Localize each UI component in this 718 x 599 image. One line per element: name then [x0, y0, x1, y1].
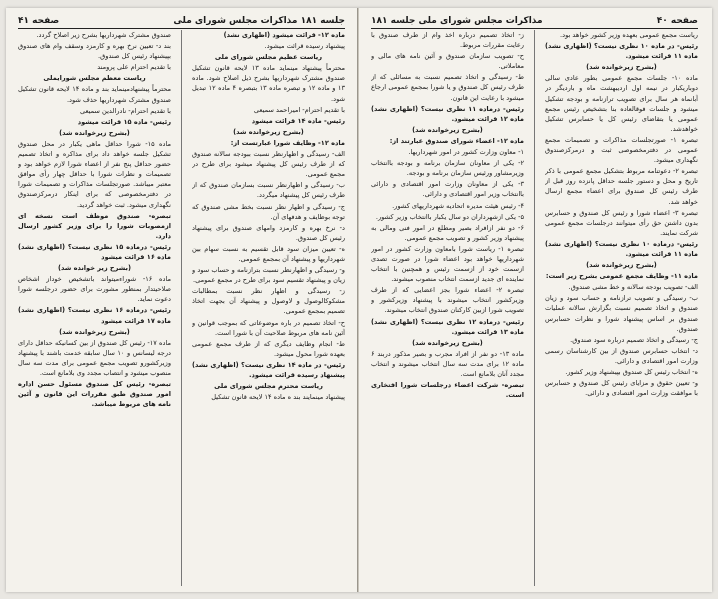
paragraph: تبصره- صندوق موظف است نسخه ای ازمصوبات شورا را برای وزیر کشور ارسال دارد. — [18, 211, 171, 240]
paragraph: ج- رسیدگی و اظهار نظر نسبت بخط مشی صندوق که توجه بوظایف و هدفهای آن. — [192, 202, 345, 221]
right-page-column-right — [545, 30, 698, 586]
left-page-header — [18, 14, 345, 29]
paragraph: ط- انجام وظایف دیگری که از طرف مجمع عمومی بعهده شورا محول میشود. — [192, 339, 345, 358]
paragraph: ماده ۱۳- دو نفر از افراد مجرب و بصیر مذکور دربند ۶ ماده ۱۲ برای مدت سه سال انتخاب میشوند و انتخاب مجدد آنان بلامانع است. — [371, 349, 524, 378]
right-page-number: صفحه ۴۰ — [656, 16, 698, 26]
right-page-header — [371, 14, 698, 29]
section-heading: (بشرح زیرخوانده شد) — [412, 125, 483, 134]
paragraph: با تقدیم احترام- امیراحمد سمیعی — [253, 105, 345, 114]
paragraph: بند د- تعیین نرخ بهره و کارمزد وسقف وام های صندوق بپیشنهاد رئیس کل صندوق. — [18, 42, 171, 61]
paragraph: ماده ۱۱- وظایف مجمع عمومی بشرح زیر است: — [545, 272, 698, 281]
paragraph: ح- تصویب سازمان صندوق و آئین نامه های مالی و معاملاتی. — [371, 52, 524, 71]
left-page — [6, 8, 358, 592]
paragraph: ۵- یکی ازشهرداران دو سال یکبار باانتخاب وزیر کشور. — [375, 212, 524, 221]
paragraph: محترماً پیشنهاد مینماید ماده ۱۳ لایحه قانون تشکیل صندوق مشترک شهرداریها بشرح ذیل اصلاح شود. ماده ۱۳ و ماده ۱۲ و تبصره ماده ۱۳ بتبصره ۴ ماده ۱۲ تبدیل شود. — [192, 64, 345, 103]
paragraph: د- انتخاب حسابرس صندوق از بین کارشناسان رسمی وزارت امور اقتصادی و دارائی. — [545, 346, 698, 365]
paragraph: ماده ۱۷- رئیس کل صندوق از بین کسانیکه حداقل دارای درجه لیسانس و ۱۰ سال سابقه خدمت باشند با پیشنهاد وزیرکشورو تصویب مجمع عمومی برای مدت سه سال منصوب میشود و انتصاب مجدد وی بلامانع است. — [18, 338, 171, 377]
paragraph: رئیس- ماده ۱۴ قرائت میشود — [251, 116, 345, 125]
paragraph: رئیس- ماده ۱۵ قرائت میشود — [77, 117, 171, 126]
right-page-column-left — [371, 30, 524, 586]
paragraph: تبصره ۳- اعضاء شورا و رئیس کل صندوق و حسابرس بدون داشتن حق رأی میتوانند درجلسات مجمع عمومی شرکت نمایند. — [545, 208, 698, 237]
paragraph: رئیس- درماده ۱۲ نظری نیست؟ (اظهاری نشد) ماده ۱۳ قرائت میشود. — [371, 317, 524, 336]
right-page — [358, 8, 710, 592]
paragraph: ز- رسیدگی و اظهار نظر نسبت بمطالبات مشکوکالوصول و لاوصول و پیشنهاد آن بجهت اتخاذ تصمیم بمجمع عمومی. — [192, 287, 345, 316]
paragraph: ط- رسیدگی و اتخاذ تصمیم نسبت به مسائلی که از طرف رئیس کل صندوق و یا شورا بمجمع عمومی ارجاع میشود با رعایت این قانون. — [371, 73, 524, 102]
paragraph: ج- رسیدگی و اتخاذ تصمیم درباره سود صندوق. — [570, 335, 698, 344]
paragraph: ۲- یکی از معاونان سازمان برنامه و بودجه باانتخاب وزیرمشاور ورئیس سازمان برنامه و بودجه. — [371, 159, 524, 178]
paragraph: ریاست مجمع عمومی بعهده وزیر کشور خواهد بود. — [560, 31, 698, 39]
paragraph: محترماً پیشنهادمینماید بند و ماده ۱۴ لایحه قانون تشکیل صندوق مشترک شهرداریها حذف شود. — [18, 85, 171, 104]
section-heading: (بشرح زیرخوانده شد) — [586, 63, 657, 72]
paragraph: صندوق مشترک شهرداریها بشرح زیر اصلاح گردد. — [36, 31, 171, 39]
section-heading: ریاست معظم مجلس شورایملی — [43, 74, 146, 83]
paragraph: رئیس- درماده ۱۶ نظری نیست؟ (اظهاری نشد) ماده ۱۷ قرائت میشود — [18, 306, 171, 325]
paragraph: رئیس- درماده ۱۰ نظری نیست؟ (اظهاری نشد) ماده ۱۱ قرائت میشود. — [545, 239, 698, 258]
paragraph: پیشنهاد رسیده قرائت میشود. — [264, 42, 345, 51]
paragraph: تبصره- رئیس کل صندوق مسئول حسن اداره امور صندوق طبق مقررات این قانون و آئین نامه های مربوط میباشد. — [18, 380, 171, 409]
paragraph: ماده ۱۲- وظایف شورا عبارتست از: — [230, 138, 345, 147]
paragraph: ماده ۱۵- شورا حداقل ماهی یکبار در محل صندوق تشکیل جلسه خواهد داد برای مذاکره و اتخاذ تصمیم حضور حداقل پنج نفر از اعضاء شورا لازم خواهد بود و تصمیمات و نظرات شورا با حداقل چهار رأی موافق معتبر میباشد. صورتجلسات مذاکرات و تصمیمات شورا در دفترمخصوصی که برای اینکار درمرکزصندوق نگهداری میشود. ثبت خواهد گردید. — [18, 139, 171, 209]
paragraph: ه- تعیین میزان سود قابل تقسیم به نسبت سهام بین شهرداریها و پیشنهاد آن بمجمع عمومی. — [192, 244, 345, 263]
document-spread — [6, 8, 712, 592]
paragraph: ز- اتخاذ تصمیم درباره اخذ وام از طرف صندوق با رعایت مقررات مربوط. — [371, 31, 524, 50]
left-page-column-left — [18, 30, 171, 586]
paragraph: تبصره ۲- دعوتنامه مربوط بتشکیل مجمع عمومی با ذکر تاریخ و محل و دستور جلسه حداقل پانزده روز قبل از طرف رئیس کل صندوق برای اعضاء مجمع ارسال خواهد شد. — [545, 167, 698, 206]
paragraph: رئیس- درماده ۱۵ نظری نیست؟ (اظهاری نشد) ماده ۱۶ قرائت میشود — [18, 242, 171, 261]
paragraph: رئیس- در ماده ۱۰ نظری نیست؟ (اظهاری نشد) ماده ۱۱ قرائت میشود. — [545, 42, 698, 61]
paragraph: ماده ۱۲- اعضاء شورای صندوق عبارتند از: — [389, 136, 524, 145]
paragraph: ۱- معاون وزارت کشور در امور شهرداریها. — [408, 148, 524, 157]
paragraph: ب- رسیدگی و اظهارنظر نسبت بسازمان صندوق که از طرف رئیس کل پیشنهاد میگردد. — [192, 181, 345, 200]
paragraph: الف- تصویب بودجه سالانه و خط مشی صندوق. — [568, 283, 698, 292]
right-page-title: مذاکرات مجلس شورای ملی جلسه ۱۸۱ — [371, 16, 543, 26]
paragraph: پیشنهاد مینمایند بند ه ماده ۱۴ لایحه قانون تشکیل — [211, 393, 345, 402]
paragraph: ماده ۱۲- قرائت میشود (اظهاری نشد) — [223, 31, 345, 39]
paragraph: با تقدیم احترام علی پرومند — [97, 63, 171, 72]
left-page-title: جلسه ۱۸۱ مذاکرات مجلس شورای ملی — [173, 16, 345, 26]
paragraph: با تقدیم احترام- نادرالدین سمیعی — [79, 106, 171, 115]
section-heading: (بشرح زیرخوانده شد) — [59, 327, 130, 336]
left-page-column-right — [192, 30, 345, 586]
paragraph: رئیس- درماده ۱۱ نظری نیست؟ (اظهاری نشد) ماده ۱۲ قرائت میشود. — [371, 104, 524, 123]
paragraph: تبصره- شرکت اعضاء درجلسات شورا افتخاری است. — [371, 381, 524, 400]
left-page-columns — [18, 30, 345, 586]
section-heading: ریاست عظیم مجلس شورای ملی — [214, 53, 323, 62]
paragraph: و- رسیدگی و اظهارنظر نسبت بترازنامه و حساب سود و زیان و پیشنهاد تقسیم سود برای طرح در مجمع عمومی. — [192, 266, 345, 285]
section-heading: (بشرح زیرخوانده شد) — [59, 128, 130, 137]
section-heading: (بشرح زیرخوانده شد) — [586, 261, 657, 270]
section-heading: (بشرح زیرخوانده شد) — [412, 338, 483, 347]
paragraph: ۶- دو نفر ازافراد بصیر ومطلع در امور فنی ومالی به پیشنهاد وزیر کشور و تصویب مجمع عمومی. — [371, 223, 524, 242]
left-page-number: صفحه ۴۱ — [18, 16, 60, 26]
paragraph: تبصره ۱- ریاست شورا بامعاون وزارت کشور در امور شهرداریها خواهد بود اعضاء شورا در صورت تصدی ازسمت خود از ازسمت رئیس و همچنین با انتخاب نماینده ای جدید ازسمت انتخاب منصوب میشوند. — [371, 244, 524, 284]
paragraph: ۳- یکی از معاونان وزارت امور اقتصادی و دارائی باانتخاب وزیر امور اقتصادی و دارائی. — [371, 180, 524, 199]
paragraph: تبصره ۲- اعضاء شورا بجز اعضایی که از طرف وزیرکشور انتخاب میشوند با پیشنهاد وزیرکشور و تصویب شورا ازبین کارکنان صندوق انتخاب میشوند. — [371, 286, 524, 315]
paragraph: تبصره ۱- صورتجلسات مذاکرات و تصمیمات مجمع عمومی در دفترمخصوصی ثبت و درمرکزصندوق نگهداری میشود. — [545, 135, 698, 165]
section-heading: ریاست محترم مجلس شورای ملی — [214, 382, 323, 391]
paragraph: ۴- رئیس هیئت مدیره اتحادیه شهرداریهای کشور. — [392, 201, 524, 210]
paragraph: ب- رسیدگی و تصویب ترازنامه و حساب سود و زیان صندوق و اتخاذ تصمیم نسبت بگزارش سالانه عملیات صندوق بر اساس پیشنهاد شورا و نظرات حسابرس صندوق. — [545, 294, 698, 333]
section-heading: (بشرح زیر خوانده شد) — [58, 264, 131, 273]
right-page-columns — [371, 30, 698, 586]
paragraph: ماده ۱۰- جلسات مجمع عمومی بطور عادی سالی دوباریکبار در نیمه اول اردیبهشت ماه و باردیگر در آبانماه هر سال برای تصویب ترازنامه و بودجه تشکیل میشود و جلسات فوقالعاده بنا بتشخیص رئیس مجمع عمومی یا بتقاضای رئیس کل یا حسابرس تشکیل خواهدشد. — [545, 74, 698, 133]
paragraph: ه- انتخاب رئیس کل صندوق بپیشنهاد وزیر کشور. — [565, 368, 698, 376]
paragraph: و- تعیین حقوق و مزایای رئیس کل صندوق و حسابرس با موافقت وزارت امور اقتصادی و دارائی. — [545, 379, 698, 398]
paragraph: الف- رسیدگی و اظهارنظر نسبت ببودجه سالانه صندوق که از طرف رئیس کل پیشنهاد میشود برای طرح در مجمع عمومی. — [192, 150, 345, 179]
paragraph: ح- اتخاذ تصمیم در باره موضوعاتی که بموجب قوانین و آئین نامه های مربوط صلاحیت آن با شورا است. — [192, 318, 345, 337]
section-heading: (بشرح زیرخوانده شد) — [233, 127, 304, 136]
paragraph: د- نرخ بهره و کارمزد وامهای صندوق برای پیشنهاد رئیس کل صندوق. — [192, 223, 345, 242]
paragraph: رئیس- در ماده ۱۴ نظری نیست؟ (اظهاری نشد) پیشنهاد رسیده قرائت میشود. — [192, 360, 345, 379]
column-divider — [534, 30, 535, 586]
paragraph: ماده ۱۶- شوراءمیتواند باتشخیص خوداز اشخاص صلاحیتدار بمنظور مشورت برای حضور درجلسه شورا دعوت نماید. — [18, 275, 171, 304]
column-divider — [181, 30, 182, 586]
